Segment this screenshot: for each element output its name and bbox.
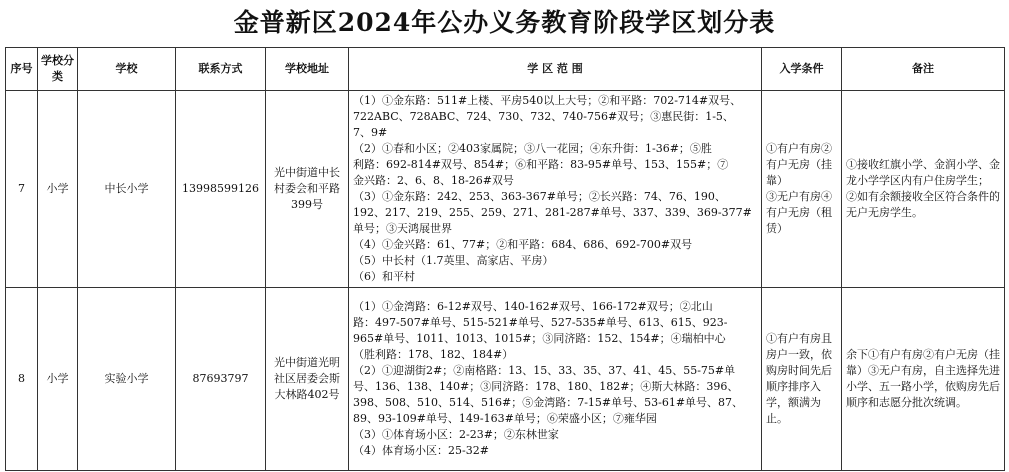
range-line: 89、93-109#单号、149-163#单号；⑥荣盛小区；⑦雍华园 (353, 412, 657, 425)
range-line: （4）体育场小区：25-32# (353, 444, 489, 457)
row-notes (842, 288, 1005, 471)
range-line: 398、508、510、514、516#；⑤金湾路：7-15#单号、53-61#单号、87、 (353, 396, 744, 409)
header-category: 学校分类 (38, 48, 78, 91)
page-title: 金普新区2024年公办义务教育阶段学区划分表 (233, 8, 776, 37)
table-row (6, 288, 1005, 471)
note-line: ②如有余额接收全区符合条件的无户无房学生。 (846, 190, 1000, 219)
header-school: 学校 (78, 48, 176, 91)
row-school: 实验小学 (78, 288, 176, 471)
header-contact: 联系方式 (176, 48, 266, 91)
range-line: （1）①金东路：511#上楼、平房540以上大号；②和平路：702-714#双号、 (353, 94, 742, 107)
header-address: 学校地址 (266, 48, 349, 91)
range-line: 965#单号、1011、1013、1015#；③同济路：152、154#；④瑞柏中心 (353, 332, 726, 345)
row-contact: 87693797 (176, 288, 266, 471)
range-line: 单号；③天鸿展世界 (353, 222, 452, 235)
range-line: （4）①金兴路：61、77#；②和平路：684、686、692-700#双号 (353, 238, 693, 251)
district-table (5, 47, 1005, 471)
note-line: 余下①有户有房②有户无房（挂靠）③无户有房，自主选择先进小学、五一路小学，依购房先后顺序和志愿分批次统调。 (846, 348, 1000, 409)
range-line: 金兴路：2、6、8、18-26#双号 (353, 174, 514, 187)
range-line: （1）①金湾路：6-12#双号、140-162#双号、166-172#双号；②北山 (353, 300, 713, 313)
header-notes: 备注 (842, 48, 1005, 91)
header-seq: 序号 (6, 48, 38, 91)
range-line: （5）中长村（1.7英里、高家店、平房） (353, 254, 554, 267)
table-header-row (6, 48, 1005, 91)
range-line: （胜利路：178、182、184#） (353, 348, 514, 361)
range-line: （3）①金东路：242、253、363-367#单号；②长兴路：74、76、190、 (353, 190, 726, 203)
range-line: （2）①春和小区；②403家属院；③八一花园；④东升街：1-36#；⑤胜 (353, 142, 712, 155)
condition-line: ③无户有房④有户无房（租赁） (766, 190, 832, 235)
row-address: 光中街道中长村委会和平路399号 (266, 91, 349, 288)
note-line: ①接收红旗小学、金润小学、金龙小学学区内有户住房学生； (846, 158, 1000, 187)
condition-line: ①有户有房②有户无房（挂靠） (766, 142, 832, 187)
row-seq: 7 (6, 91, 38, 288)
range-line: 722ABC、728ABC、724、730、732、740-756#双号；③惠民街：1-5、 (353, 110, 734, 123)
row-range (349, 288, 762, 471)
row-contact: 13998599126 (176, 91, 266, 288)
range-line: 利路：692-814#双号、854#；⑥和平路：83-95#单号、153、155#；⑦ (353, 158, 729, 171)
condition-line: ①有户有房且房户一致，依购房时间先后顺序排序入学，额满为止。 (766, 332, 832, 425)
row-conditions (762, 288, 842, 471)
range-line: 路：497-507#单号、515-521#单号、527-535#单号、613、615、923- (353, 316, 728, 329)
header-range: 学 区 范 围 (349, 48, 762, 91)
row-conditions (762, 91, 842, 288)
range-line: 192、217、219、255、259、271、281-287#单号、337、339、369-377# (353, 206, 752, 219)
range-line: （2）①迎湖街2#；②南格路：13、15、33、35、37、41、45、55-75#单 (353, 364, 736, 377)
row-category: 小学 (38, 288, 78, 471)
range-line: （3）①体育场小区：2-23#；②东林世家 (353, 428, 559, 441)
row-notes (842, 91, 1005, 288)
range-line: 7、9# (353, 126, 388, 139)
range-line: 号、136、138、140#；③同济路：178、180、182#；④斯大林路：396、 (353, 380, 739, 393)
row-category: 小学 (38, 91, 78, 288)
row-range (349, 91, 762, 288)
row-school: 中长小学 (78, 91, 176, 288)
row-address: 光中街道光明社区居委会斯大林路402号 (266, 288, 349, 471)
header-conditions: 入学条件 (762, 48, 842, 91)
row-seq: 8 (6, 288, 38, 471)
range-line: （6）和平村 (353, 270, 415, 283)
table-row (6, 91, 1005, 288)
